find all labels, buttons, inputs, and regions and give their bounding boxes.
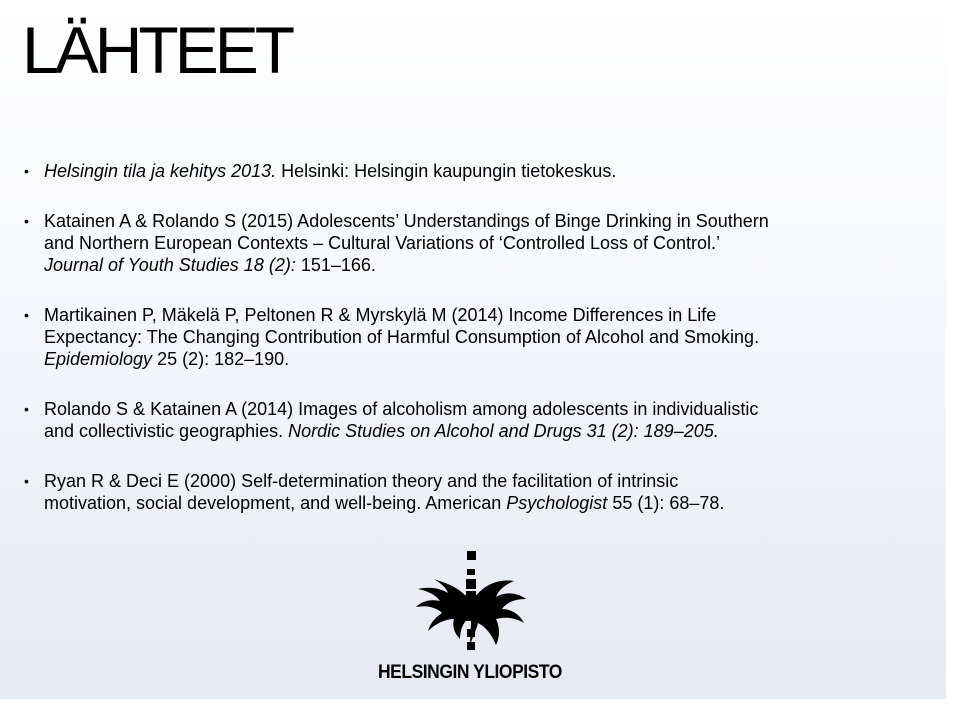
reference-item: • Ryan R & Deci E (2000) Self-determination theory and the facilitation of intrinsic motivation, social development, and well-being. American Psychologist 55 (1): 68–78. [22,470,922,514]
reference-item: • Helsingin tila ja kehitys 2013. Helsinki: Helsingin kaupungin tietokeskus. [22,160,922,182]
slide-bottom-border [0,699,960,709]
slide-title: LÄHTEET [22,13,292,87]
reference-item: • Martikainen P, Mäkelä P, Peltonen R & Myrskylä M (2014) Income Differences in Life Expectancy: The Changing Contribution of Harmful Consumption of Alcohol and Smoking. Epidemiology 25 (2): 182–190. [22,304,922,370]
slide-right-border [946,0,960,709]
university-name-label: HELSINGIN YLIOPISTO [378,662,562,683]
helsinki-university-flame-icon [410,545,530,660]
reference-item: • Katainen A & Rolando S (2015) Adolescents’ Understandings of Binge Drinking in Southern and Northern European Contexts – Cultural Variations of ‘Controlled Loss of Control.’ Journal of Youth Studies 18 (2): 151–166. [22,210,922,276]
reference-list [22,160,922,514]
reference-item: • Rolando S & Katainen A (2014) Images of alcoholism among adolescents in individualistic and collectivistic geographies. Nordic Studies on Alcohol and Drugs 31 (2): 189–205. [22,398,922,442]
